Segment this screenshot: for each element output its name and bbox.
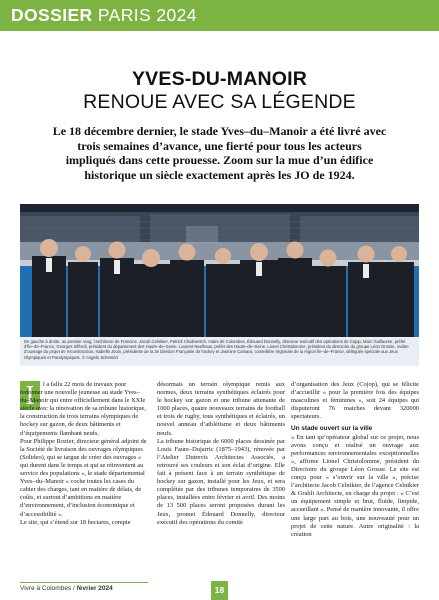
column-2 bbox=[157, 381, 285, 527]
col3-paragraph: d’organisation des Jeux (Cojop), qui se félicite d’accueillir « pour la première fois des équipes masculines et féminines », soit 24 équipes qui disputeront 76 matches devant 320000 spectateurs. bbox=[291, 381, 419, 421]
footer-rule bbox=[20, 582, 148, 583]
footer-publication bbox=[20, 585, 113, 592]
group-photo bbox=[20, 204, 419, 337]
footer-issue: février 2024 bbox=[76, 585, 113, 592]
photo-credit: © Angelo Schembri bbox=[81, 354, 118, 360]
col3-paragraph: « En tant qu’opérateur global sur ce projet, nous avons conçu et réalisé un ouvrage aux performances environnementales exceptionnelles », affirme Lionel Christolomme, président du Directoire du groupe Léon Grosse. Le site est conçu pour « s’ouvrir sur la ville », précise l’architecte Jacob Celnikier, de l’agence Celnikier & Grabli Architecte, en charge du projet : « C’est un équipement simple et brut, fluide, limpide, accueillant ». Pensé de manière innovante, il offre une large part au bois, une nouveauté pour un projet de cette nature. Autre originalité : la création bbox=[291, 433, 419, 538]
column-3 bbox=[291, 381, 419, 539]
page-number: 18 bbox=[214, 585, 225, 595]
header-section: PARIS 2024 bbox=[97, 5, 197, 25]
article-title-line2: RENOUE AVEC SA LÉGENDE bbox=[83, 91, 356, 113]
col3-subheading: Un stade ouvert sur la ville bbox=[291, 425, 373, 433]
group-photo-image bbox=[20, 204, 419, 337]
footer-separator: / bbox=[73, 585, 77, 592]
photo-caption-text: De gauche à droite, au premier rang, l’architecte de Francine, Jacob Celnikier, Patrick Chalineritch, maire de Colombes, Édouard Donnelly, directeur exécutif des opérations de Cojop, Marc Guillaume, préfet d’Île–de–France, Georges Siffredi, président du département des Hauts–de–Seine, Laurent Neelhaus, préfet des Hauts–de–Seine, Lionel Christolomme, président du directoire du groupe Léon Grosse, maître d’ouvrage du projet de reconstruction, Isabelle Jouin, présidente de la 3e Division Française de hockey et Jasmine Camara, conseillère régionale de la région Île–de–France, déléguée spéciale aux Jeux Olympiques et Paralympiques. bbox=[24, 339, 409, 360]
section-header bbox=[11, 5, 197, 26]
column-1 bbox=[20, 381, 148, 527]
col1-para-1: l a fallu 22 mois de travaux pour redonner une nouvelle jeunesse au stade Yves–du–Manoir qui entre officiellement dans le XXIe siècle avec la rénovation de sa tribune historique, la construction de trois terrains olympiques de hockey sur gazon, de deux bâtiments et d’équipements flambant neufs. bbox=[20, 381, 146, 437]
col1-paragraph: Pour Philippe Rozier, directeur général adjoint de la Société de livraison des ouvrages olympiques (Solideo), qui se targue de créer des ouvrages « qui durent dans le temps et qui se réinventent au service des populations », le stade départemental Yves–du–Manoir « coche toutes les cases du cahier des charges, tant en matière de délais, de coûts, et surtout d’ambitions en matière d’environnement, d’inclusion économique et d’accessibilité ». bbox=[20, 437, 147, 518]
dropcap-letter: I bbox=[25, 380, 35, 410]
col2-paragraph: La tribune historique de 6000 places dessinée par Louis Faure–Dujarric (1875–1943), rénovée par l’Atelier Dutrevis Architectes Associés, a retrouvé ses couleurs et son éclat d’origine. Elle fait à présent face à un terrain synthétique de hockey sur gazon, installé pour les Jeux, et sera complétée par des tribunes temporaires de 3500 places, installées entre février et avril. Des moins de 13 500 places seront proposées durant les Jeux, promet Édouard Donnelly, directeur exécutif des opérations du comité bbox=[157, 437, 285, 526]
col1-paragraph bbox=[20, 381, 148, 438]
photo-caption bbox=[24, 339, 416, 360]
header-kicker: DOSSIER bbox=[11, 5, 93, 25]
article-lead: Le 18 décembre dernier, le stade Yves–du–Manoir a été livré avec trois semaines d’avance, une fierté pour tous les acteurs impliqués dans cette prouesse. Zoom sur la mue d’un édifice historique un siècle exactement après les JO de 1924. bbox=[52, 124, 387, 182]
article-title-line1: YVES-DU-MANOIR bbox=[131, 68, 308, 90]
footer-publication-name: Vivre à Colombes bbox=[20, 585, 72, 592]
col1-paragraph: Le site, qui s’étend sur 18 hectares, compte bbox=[20, 518, 131, 526]
col2-paragraph: désormais un terrain olympique remis aux normes, deux terrains synthétiques éclairés pour le hockey sur gazon et une tribune attenante de 1000 places, quatre nouveaux terrains de football et trois de rugby, tous synthétiques et éclairés, un nouvel anneau d’athlétisme et deux bâtiments neufs. bbox=[157, 381, 285, 437]
